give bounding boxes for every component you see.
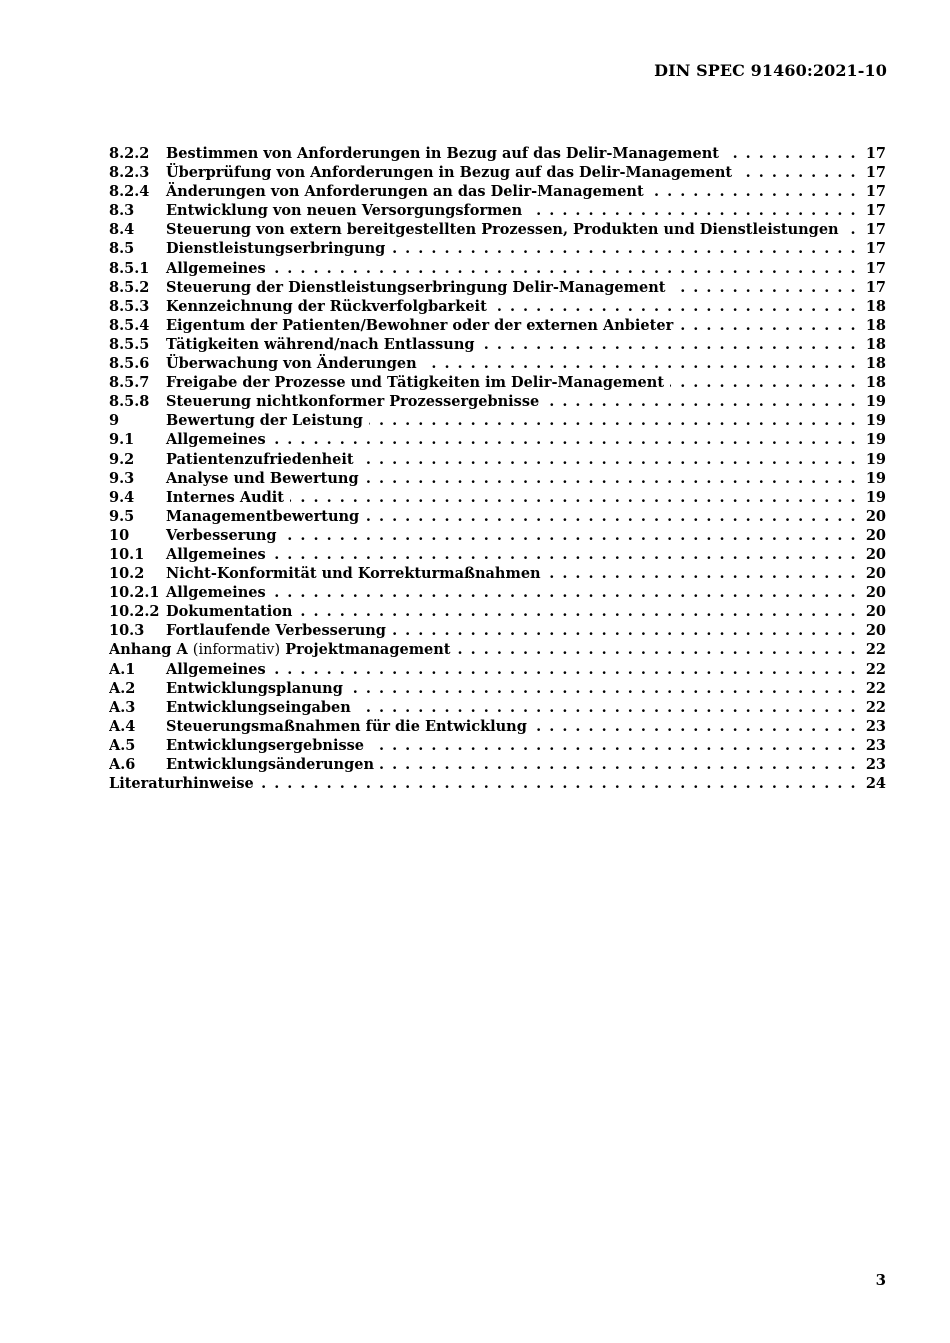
toc-entry-number: A.4: [109, 717, 136, 735]
toc-entry-title: Steuerung nichtkonformer Prozessergebnisse: [166, 393, 540, 411]
toc-dot-leader: [298, 602, 856, 621]
toc-entry-page: 22: [865, 698, 886, 716]
toc-entry-page: 20: [865, 603, 886, 621]
toc-entry-page: 23: [865, 717, 886, 735]
toc-dot-leader: [290, 488, 856, 507]
toc-dot-leader: [283, 526, 856, 545]
toc-entry-number: 9.4: [109, 488, 135, 506]
toc-entry-page: 23: [865, 736, 886, 754]
toc-dot-leader: [272, 660, 856, 679]
page-number: 3: [875, 1271, 886, 1289]
toc-entry[interactable]: [109, 469, 886, 488]
toc-entry-number: 10.1: [109, 545, 145, 563]
toc-dot-leader: [272, 545, 856, 564]
toc-dot-leader: [547, 564, 856, 583]
toc-entry-number: 8.4: [109, 221, 135, 239]
toc-entry-number: 8.2.3: [109, 164, 150, 182]
toc-entry-number: A.5: [109, 736, 136, 754]
toc-entry-title: Änderungen von Anforderungen an das Delir-Management: [166, 183, 644, 201]
toc-entry[interactable]: [109, 621, 886, 640]
toc-entry[interactable]: [109, 201, 886, 220]
toc-entry[interactable]: [109, 545, 886, 564]
toc-entry-page: 22: [865, 641, 886, 659]
toc-dot-leader: [457, 640, 857, 659]
toc-entry-title: Managementbewertung: [166, 507, 360, 525]
toc-entry-number: 8.5.1: [109, 259, 150, 277]
toc-entry[interactable]: [109, 679, 886, 698]
toc-dot-leader: [671, 278, 856, 297]
toc-dot-leader: [272, 583, 856, 602]
toc-dot-leader: [528, 201, 856, 220]
toc-entry-page: 22: [865, 660, 886, 678]
toc-entry-title: Entwicklungsplanung: [166, 679, 343, 697]
toc-entry-title: Überprüfung von Anforderungen in Bezug auf das Delir-Management: [166, 164, 733, 182]
toc-entry-page: 20: [865, 584, 886, 602]
toc-dot-leader: [845, 220, 856, 239]
toc-entry-title: Analyse und Bewertung: [166, 469, 359, 487]
toc-entry[interactable]: [109, 736, 886, 755]
toc-entry[interactable]: [109, 411, 886, 430]
toc-entry-page: 22: [865, 679, 886, 697]
toc-entry[interactable]: [109, 354, 886, 373]
toc-entry-number: 8.2.2: [109, 145, 150, 162]
toc-dot-leader: [360, 450, 856, 469]
toc-entry-number: 9.5: [109, 507, 135, 525]
toc-entry-title: Tätigkeiten während/nach Entlassung: [166, 335, 475, 353]
toc-entry[interactable]: [109, 450, 886, 469]
toc-entry-page: 20: [865, 526, 886, 544]
toc-entry-page: 18: [865, 374, 886, 392]
toc-entry[interactable]: [109, 239, 886, 258]
toc-entry[interactable]: [109, 278, 886, 297]
toc-entry[interactable]: [109, 640, 886, 659]
toc-entry[interactable]: [109, 430, 886, 449]
toc-entry-number: 8.2.4: [109, 183, 150, 201]
toc-entry-number: A.1: [109, 660, 136, 678]
toc-entry[interactable]: [109, 660, 886, 679]
toc-entry-page: 19: [865, 469, 886, 487]
toc-dot-leader: [370, 736, 856, 755]
toc-entry-title: Dokumentation: [166, 603, 293, 621]
toc-entry[interactable]: [109, 144, 886, 163]
toc-entry-title: Patientenzufriedenheit: [166, 450, 354, 468]
toc-dot-leader: [493, 297, 856, 316]
toc-entry-page: 18: [865, 316, 886, 334]
toc-entry-number: 8.5.6: [109, 355, 150, 373]
toc-entry[interactable]: [109, 488, 886, 507]
toc-dot-leader: [650, 182, 856, 201]
toc-dot-leader: [725, 144, 856, 163]
toc-annex-title: Projektmanagement: [285, 641, 451, 659]
toc-entry-page: 19: [865, 431, 886, 449]
toc-dot-leader: [272, 259, 856, 278]
toc-entry-page: 19: [865, 450, 886, 468]
toc-entry[interactable]: [109, 392, 886, 411]
toc-entry-page: 17: [865, 221, 886, 239]
toc-entry-number: 10.2.2: [109, 603, 160, 621]
toc-entry-number: 9.1: [109, 431, 135, 449]
toc-dot-leader: [365, 469, 856, 488]
toc-entry-page: 19: [865, 393, 886, 411]
document-id-header: DIN SPEC 91460:2021-10: [654, 61, 887, 80]
toc-entry-title: Steuerung von extern bereitgestellten Prozessen, Produkten und Dienstleistungen: [166, 221, 839, 239]
toc-entry-title: Literaturhinweise: [109, 775, 254, 793]
toc-entry-page: 17: [865, 183, 886, 201]
toc-dot-leader: [670, 373, 856, 392]
toc-entry[interactable]: [109, 583, 886, 602]
toc-entry-title: Eigentum der Patienten/Bewohner oder der externen Anbieter: [166, 316, 674, 334]
toc-entry[interactable]: [109, 335, 886, 354]
toc-entry-number: 10.2: [109, 565, 145, 583]
toc-annex-label: Anhang A: [109, 641, 188, 659]
toc-dot-leader: [533, 717, 856, 736]
toc-dot-leader: [380, 755, 856, 774]
toc-dot-leader: [738, 163, 856, 182]
toc-entry-title: Nicht-Konformität und Korrekturmaßnahmen: [166, 565, 541, 583]
toc-entry-title: Kennzeichnung der Rückverfolgbarkeit: [166, 297, 487, 315]
toc-dot-leader: [272, 430, 856, 449]
toc-entry-number: 8.5: [109, 240, 135, 258]
toc-entry-page: 17: [865, 145, 886, 162]
toc-entry-title: Internes Audit: [166, 488, 285, 506]
toc-dot-leader: [357, 698, 856, 717]
toc-entry-number: 10: [109, 526, 130, 544]
toc-entry-number: 8.5.3: [109, 297, 150, 315]
toc-entry-number: A.6: [109, 756, 136, 773]
toc-entry[interactable]: [109, 182, 886, 201]
toc-entry-title: Entwicklungsänderungen: [166, 756, 374, 773]
toc-annex-note: (informativ): [192, 642, 281, 659]
toc-entry-number: 8.3: [109, 202, 135, 220]
toc-entry-number: 8.5.7: [109, 374, 150, 392]
toc-entry-number: 8.5.2: [109, 278, 150, 296]
toc-entry-title: Entwicklungseingaben: [166, 698, 351, 716]
toc-dot-leader: [369, 411, 856, 430]
toc-entry-page: 19: [865, 412, 886, 430]
toc-entry[interactable]: [109, 698, 886, 717]
toc-entry-number: 10.2.1: [109, 584, 160, 602]
toc-dot-leader: [481, 335, 856, 354]
toc-entry-title: Dienstleistungserbringung: [166, 240, 386, 258]
toc-entry-title: Allgemeines: [166, 660, 266, 678]
toc-entry-title: Fortlaufende Verbesserung: [166, 622, 386, 640]
toc-entry-title: Überwachung von Änderungen: [166, 355, 417, 373]
toc-entry[interactable]: [109, 297, 886, 316]
toc-entry-number: 9: [109, 412, 120, 430]
toc-entry-title: Steuerungsmaßnahmen für die Entwicklung: [166, 717, 527, 735]
toc-entry-page: 17: [865, 259, 886, 277]
toc-dot-leader: [365, 507, 856, 526]
toc-entry[interactable]: [109, 564, 886, 583]
toc-entry-page: 24: [865, 775, 886, 793]
toc-dot-leader: [349, 679, 856, 698]
toc-entry-page: 20: [865, 565, 886, 583]
toc-dot-leader: [545, 392, 856, 411]
toc-entry-title: Allgemeines: [166, 545, 266, 563]
toc-entry[interactable]: [109, 316, 886, 335]
toc-entry-number: 8.5.5: [109, 335, 150, 353]
toc-entry[interactable]: [109, 755, 886, 774]
toc-entry[interactable]: [109, 163, 886, 182]
toc-entry[interactable]: [109, 774, 886, 793]
toc-entry-number: 9.3: [109, 469, 135, 487]
toc-entry-page: 18: [865, 355, 886, 373]
toc-entry-page: 18: [865, 335, 886, 353]
toc-entry-title: Allgemeines: [166, 431, 266, 449]
toc-entry[interactable]: [109, 507, 886, 526]
toc-entry-page: 18: [865, 297, 886, 315]
toc-entry-number: 8.5.4: [109, 316, 150, 334]
toc-entry-number: A.3: [109, 698, 136, 716]
toc-entry-page: 17: [865, 240, 886, 258]
toc-entry-title: Verbesserung: [166, 526, 277, 544]
toc-dot-leader: [391, 239, 856, 258]
toc-entry-page: 17: [865, 202, 886, 220]
toc-entry-title: Steuerung der Dienstleistungserbringung Delir-Management: [166, 278, 666, 296]
table-of-contents: [109, 144, 886, 793]
toc-entry-page: 19: [865, 488, 886, 506]
toc-entry-page: 17: [865, 278, 886, 296]
toc-entry-page: 17: [865, 164, 886, 182]
toc-entry-title: Bestimmen von Anforderungen in Bezug auf das Delir-Management: [166, 145, 719, 162]
toc-entry-page: 20: [865, 507, 886, 525]
toc-entry-page: 20: [865, 545, 886, 563]
toc-entry-title: Entwicklung von neuen Versorgungsformen: [166, 202, 523, 220]
toc-entry-title: Bewertung der Leistung: [166, 412, 363, 430]
toc-entry-title: [109, 640, 451, 659]
toc-entry[interactable]: [109, 526, 886, 545]
toc-dot-leader: [260, 774, 856, 793]
toc-dot-leader: [423, 354, 856, 373]
toc-entry-page: 20: [865, 622, 886, 640]
toc-entry-title: Allgemeines: [166, 584, 266, 602]
toc-entry[interactable]: [109, 259, 886, 278]
toc-dot-leader: [392, 621, 856, 640]
toc-entry-title: Entwicklungsergebnisse: [166, 736, 365, 754]
toc-entry-page: 23: [865, 756, 886, 773]
toc-entry-number: 10.3: [109, 622, 145, 640]
toc-entry-number: 8.5.8: [109, 393, 150, 411]
toc-entry[interactable]: [109, 717, 886, 736]
toc-entry[interactable]: [109, 602, 886, 621]
toc-entry-title: Freigabe der Prozesse und Tätigkeiten im Delir-Management: [166, 374, 665, 392]
toc-entry[interactable]: [109, 373, 886, 392]
toc-entry-number: A.2: [109, 679, 136, 697]
toc-entry-number: 9.2: [109, 450, 135, 468]
toc-dot-leader: [679, 316, 856, 335]
toc-entry[interactable]: [109, 220, 886, 239]
toc-entry-title: Allgemeines: [166, 259, 266, 277]
